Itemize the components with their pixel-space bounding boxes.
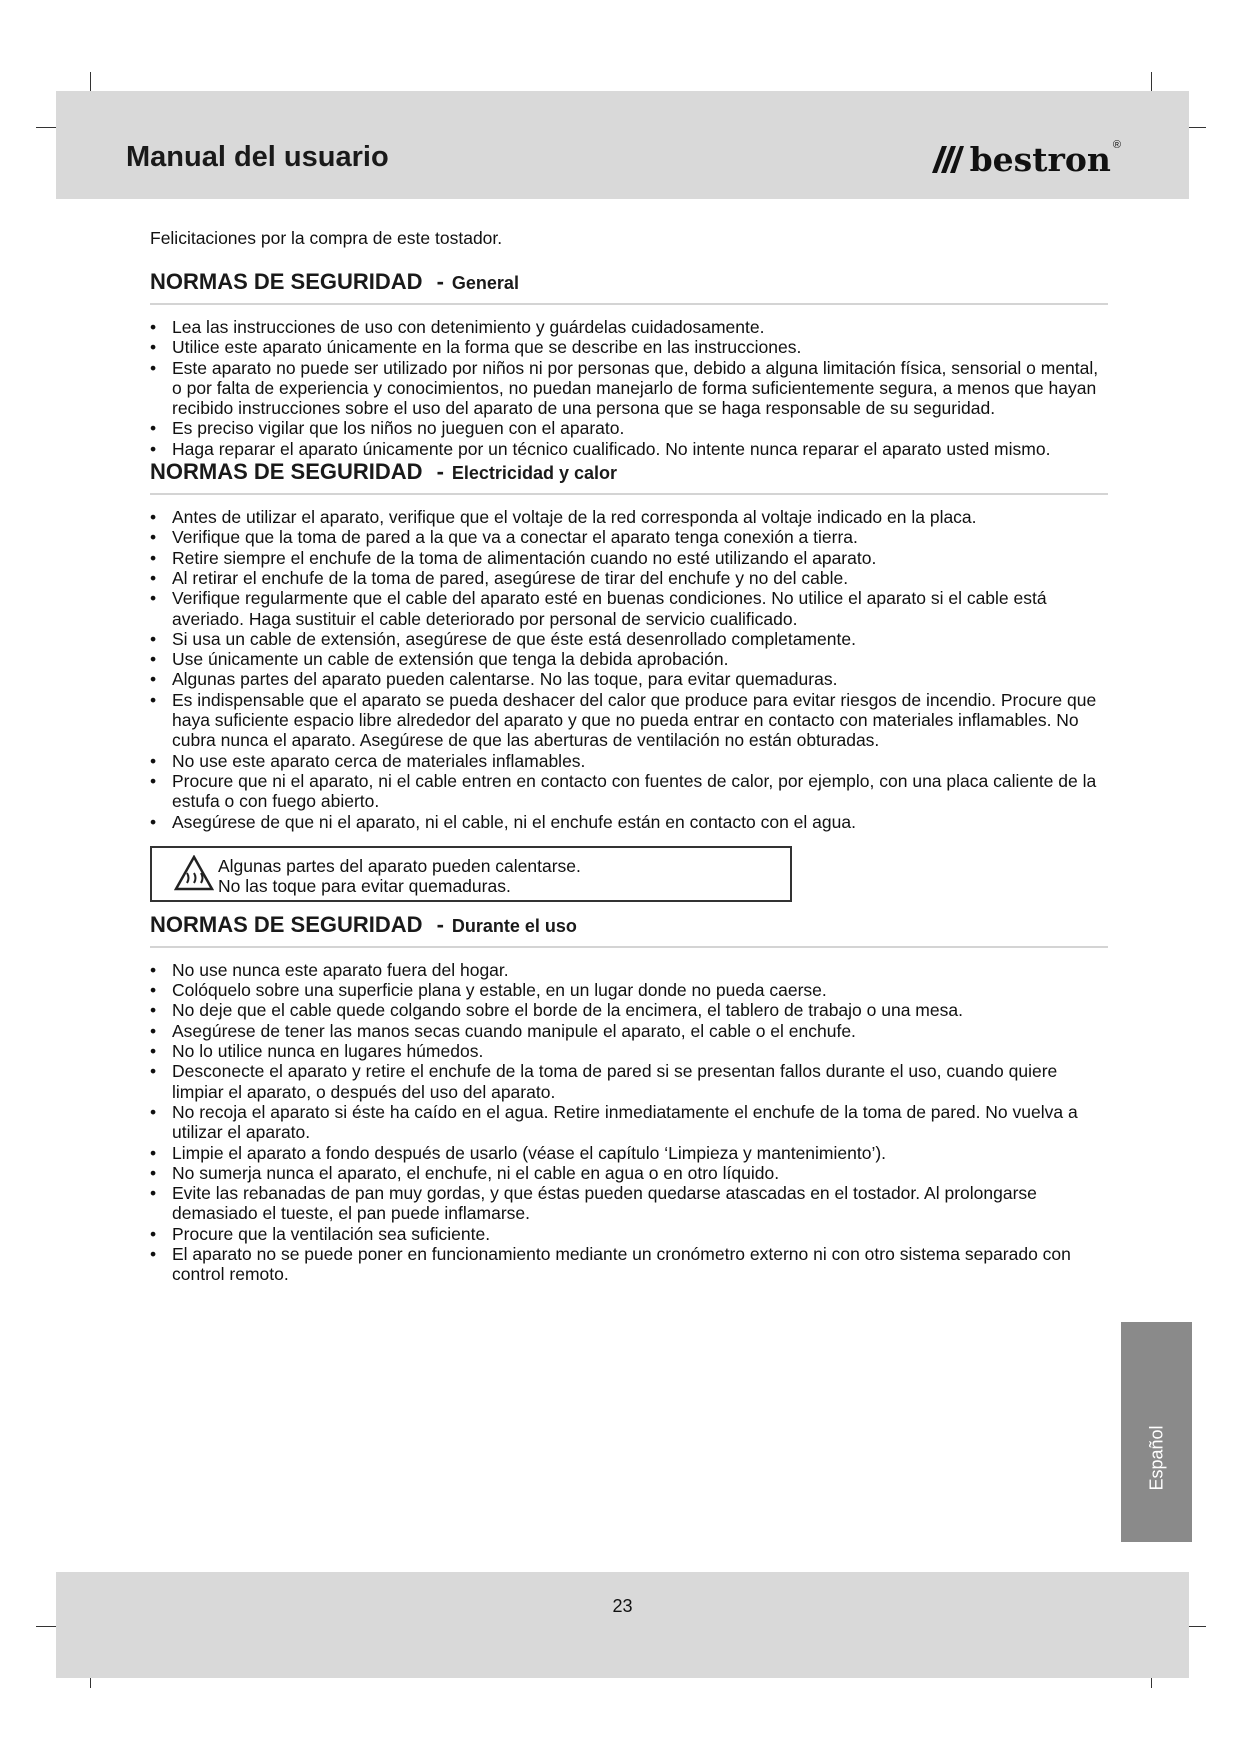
intro-text: Felicitaciones por la compra de este tostador. <box>150 228 503 248</box>
list-item: • Lea las instrucciones de uso con detenimiento y guárdelas cuidadosamente. <box>150 317 1110 337</box>
language-label: Español <box>1146 1425 1166 1491</box>
list-item: • Procure que la ventilación sea suficiente. <box>150 1224 1110 1244</box>
brand-logo <box>930 139 1121 179</box>
warning-box <box>150 846 792 902</box>
section-title-general: NORMAS DE SEGURIDAD - General <box>150 269 1108 305</box>
list-item: • Retire siempre el enchufe de la toma de alimentación cuando no esté utilizando el aparato. <box>150 548 1110 568</box>
list-item: • Es indispensable que el aparato se pueda deshacer del calor que produce para evitar riesgos de incendio. Procure que haya suficiente espacio libre alrededor del aparato y que no pueda entrar en contacto con materiales inflamables. No cubra nunca el aparato. Asegúrese de que las aberturas de ventilación no están obturadas. <box>150 690 1110 751</box>
list-item: • Al retirar el enchufe de la toma de pared, asegúrese de tirar del enchufe y no del cable. <box>150 568 1110 588</box>
registered-mark: ® <box>1112 139 1121 151</box>
list-item: • Verifique que la toma de pared a la que va a conectar el aparato tenga conexión a tierra. <box>150 527 1110 547</box>
list-item: • Algunas partes del aparato pueden calentarse. No las toque, para evitar quemaduras. <box>150 669 1110 689</box>
brand-chevrons-icon <box>930 144 964 174</box>
list-item: • Colóquelo sobre una superficie plana y estable, en un lugar donde no pueda caerse. <box>150 980 1110 1000</box>
page-header <box>56 91 1189 199</box>
section-title-text: NORMAS DE SEGURIDAD <box>150 269 423 294</box>
list-item: • Antes de utilizar el aparato, verifique que el voltaje de la red corresponda al voltaje indicado en la placa. <box>150 507 1110 527</box>
main-content <box>150 228 1110 1285</box>
list-item: • No use nunca este aparato fuera del hogar. <box>150 960 1110 980</box>
warning-line: Algunas partes del aparato pueden calentarse. <box>218 855 581 876</box>
section-title-electricity: NORMAS DE SEGURIDAD - Electricidad y calor <box>150 459 1108 495</box>
list-item: • Use únicamente un cable de extensión que tenga la debida aprobación. <box>150 649 1110 669</box>
list-item: • Asegúrese de que ni el aparato, ni el cable, ni el enchufe están en contacto con el agua. <box>150 812 1110 832</box>
rules-list-electricity <box>150 507 1110 832</box>
list-item: • Es preciso vigilar que los niños no jueguen con el aparato. <box>150 418 1110 438</box>
list-item: • No use este aparato cerca de materiales inflamables. <box>150 751 1110 771</box>
language-tab <box>1121 1322 1192 1542</box>
list-item: • Utilice este aparato únicamente en la forma que se describe en las instrucciones. <box>150 337 1110 357</box>
list-item: • Este aparato no puede ser utilizado por niños ni por personas que, debido a alguna limitación física, sensorial o mental, o por falta de experiencia y conocimientos, no puedan manejarlo de forma suficientemente segura, a menos que hayan recibido instrucciones sobre el uso del aparato de una persona que se haga responsable de su seguridad. <box>150 358 1110 419</box>
list-item: • Haga reparar el aparato únicamente por un técnico cualificado. No intente nunca reparar el aparato usted mismo. <box>150 439 1110 459</box>
page-title: Manual del usuario <box>126 141 389 173</box>
hot-surface-warning-icon <box>174 855 214 891</box>
list-item: • No recoja el aparato si éste ha caído en el agua. Retire inmediatamente el enchufe de la toma de pared. No vuelva a utilizar el aparato. <box>150 1102 1110 1143</box>
list-item: • No lo utilice nunca en lugares húmedos. <box>150 1041 1110 1061</box>
section-subtitle: General <box>451 273 519 293</box>
section-title-text: NORMAS DE SEGURIDAD <box>150 459 423 485</box>
page-number: 23 <box>612 1596 633 1616</box>
section-subtitle: Electricidad y calor <box>451 463 617 484</box>
section-title-usage: NORMAS DE SEGURIDAD - Durante el uso <box>150 912 1108 948</box>
list-item: • Procure que ni el aparato, ni el cable entren en contacto con fuentes de calor, por ejemplo, con una placa caliente de la estufa o con fuego abierto. <box>150 771 1110 812</box>
rules-list-usage <box>150 960 1110 1285</box>
rules-list-general <box>150 317 1110 459</box>
page-footer <box>56 1572 1189 1678</box>
list-item: • No deje que el cable quede colgando sobre el borde de la encimera, el tablero de trabajo o una mesa. <box>150 1000 1110 1020</box>
section-title-text: NORMAS DE SEGURIDAD <box>150 911 423 937</box>
list-item: • Desconecte el aparato y retire el enchufe de la toma de pared si se presentan fallos durante el uso, cuando quiere limpiar el aparato, o después del uso del aparato. <box>150 1061 1110 1102</box>
brand-name: bestron <box>969 140 1111 179</box>
list-item: • Asegúrese de tener las manos secas cuando manipule el aparato, el cable o el enchufe. <box>150 1021 1110 1041</box>
list-item: • Si usa un cable de extensión, asegúrese de que éste está desenrollado completamente. <box>150 629 1110 649</box>
list-item: • No sumerja nunca el aparato, el enchufe, ni el cable en agua o en otro líquido. <box>150 1163 1110 1183</box>
list-item: • Evite las rebanadas de pan muy gordas, y que éstas pueden quedarse atascadas en el tostador. Al prolongarse demasiado el tueste, el pan puede inflamarse. <box>150 1183 1110 1224</box>
list-item: • Verifique regularmente que el cable del aparato esté en buenas condiciones. No utilice el aparato si el cable está averiado. Haga sustituir el cable deteriorado por personal de servicio cualificado. <box>150 588 1110 629</box>
section-subtitle: Durante el uso <box>451 915 577 936</box>
warning-text <box>218 856 581 897</box>
list-item: • Limpie el aparato a fondo después de usarlo (véase el capítulo ‘Limpieza y mantenimiento’). <box>150 1143 1110 1163</box>
warning-line: No las toque para evitar quemaduras. <box>218 876 511 897</box>
list-item: • El aparato no se puede poner en funcionamiento mediante un cronómetro externo ni con otro sistema separado con control remoto. <box>150 1244 1110 1285</box>
